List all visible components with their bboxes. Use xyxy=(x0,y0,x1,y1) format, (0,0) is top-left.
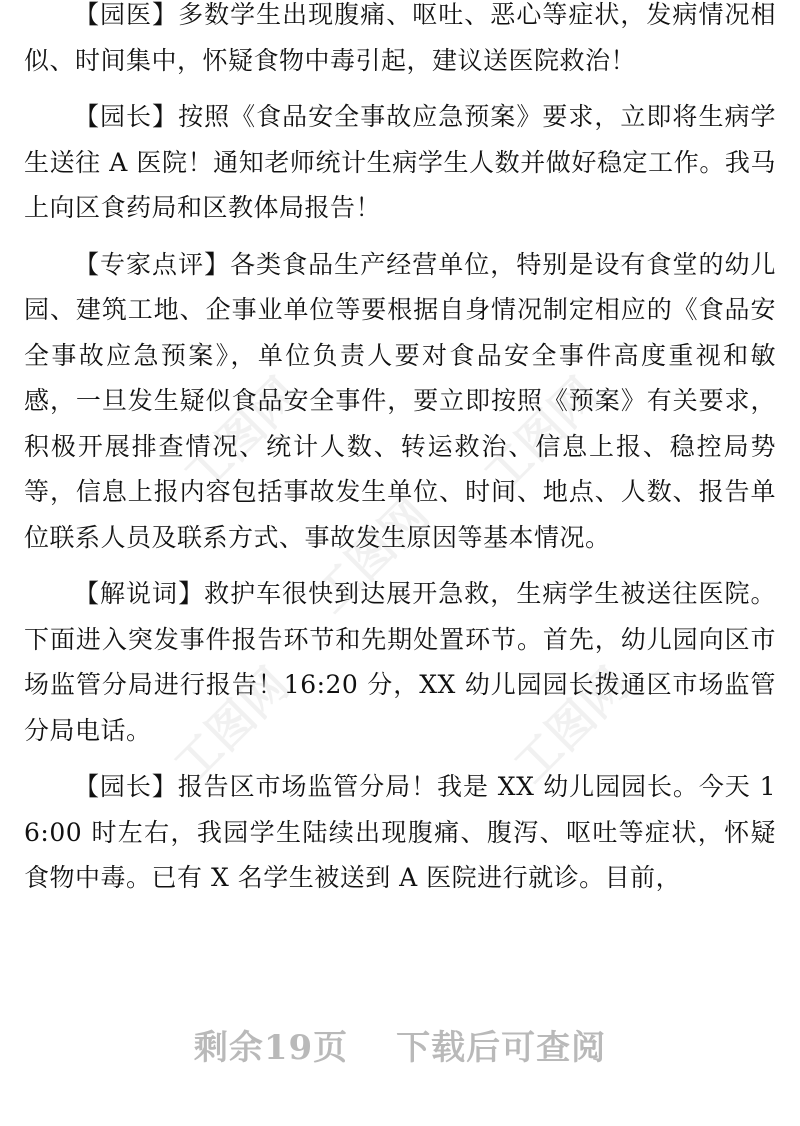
paragraph-principal-order: 【园长】按照《食品安全事故应急预案》要求，立即将生病学生送往 A 医院！通知老师统计生病学生人数并做好稳定工作。我马上向区食药局和区教体局报告！ xyxy=(24,102,776,222)
download-hint-label: 下载后可查阅 xyxy=(396,1028,607,1068)
remaining-pages-label: 剩余19页 xyxy=(193,1028,349,1068)
paragraph-principal-report: 【园长】报告区市场监管分局！我是 XX 幼儿园园长。今天 16:00 时左右，我园学生陆续出现腹痛、腹泻、呕吐等症状，怀疑食物中毒。已有 X 名学生被送到 A 医院进行就诊。目前， xyxy=(24,772,776,892)
watermark: 工图网 xyxy=(503,657,640,794)
paragraph-expert-comment: 【专家点评】各类食品生产经营单位，特别是设有食堂的幼儿园、建筑工地、企事业单位等要根据自身情况制定相应的《食品安全事故应急预案》，单位负责人要对食品安全事件高度重视和敏感，一旦发生疑似食品安全事件，要立即按照《预案》有关要求，积极开展排查情况、统计人数、转运救治、信息上报、稳控局势等，信息上报内容包括事故发生单位、时间、地点、人数、报告单位联系人员及联系方式、事故发生原因等基本情况。 xyxy=(24,249,776,552)
watermark: 工图网 xyxy=(163,657,300,794)
watermark: 工图网 xyxy=(173,367,310,504)
paragraph-clinic-doctor: 【园医】多数学生出现腹痛、呕吐、恶心等症状，发病情况相似、时间集中，怀疑食物中毒引起，建议送医院救治！ xyxy=(24,0,776,75)
document-body xyxy=(24,0,776,912)
watermark: 工图网 xyxy=(303,487,440,624)
watermark: 工图网 xyxy=(473,367,610,504)
download-banner[interactable] xyxy=(0,1020,800,1069)
paragraph-narration: 【解说词】救护车很快到达展开急救，生病学生被送往医院。下面进入突发事件报告环节和先期处置环节。首先，幼儿园向区市场监管分局进行报告！16:20 分，XX 幼儿园园长拨通区市场监管分局电话。 xyxy=(24,579,776,745)
